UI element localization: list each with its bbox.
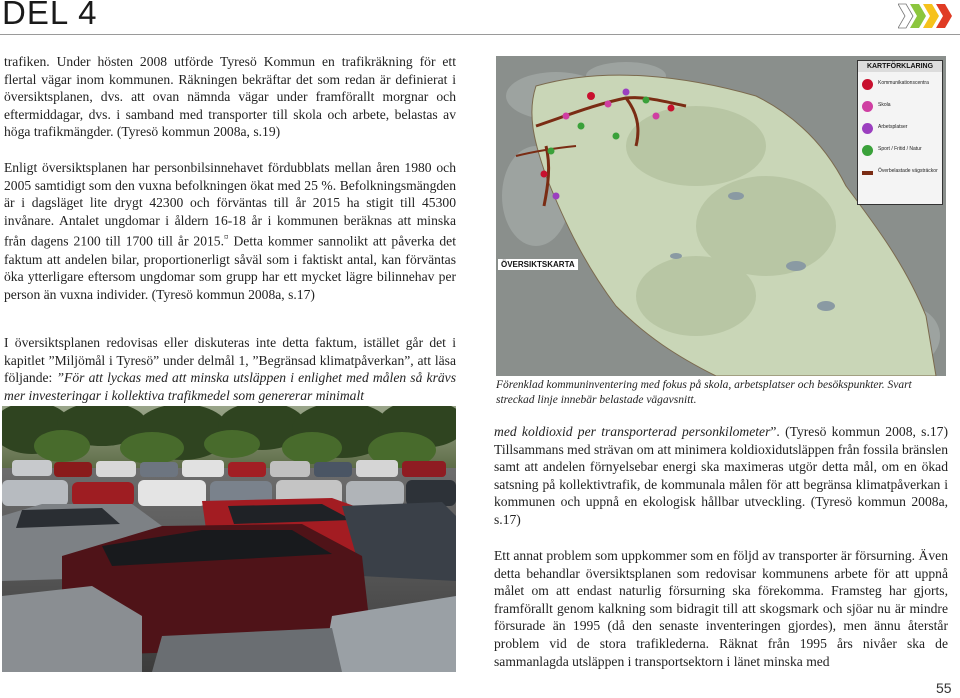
page-number: 55 <box>936 680 952 696</box>
parking-lot-illustration <box>2 406 456 672</box>
paragraph-car-ownership <box>4 159 456 303</box>
legend-swatch <box>862 79 873 90</box>
legend-label: Överbelastade vägsträckor <box>878 168 938 174</box>
legend-label: Skola <box>878 102 891 108</box>
legend-item <box>862 79 942 97</box>
legend-swatch <box>862 123 873 134</box>
parking-lot-photo <box>2 406 456 672</box>
footnote-marker: ¤ <box>224 232 229 243</box>
header-divider <box>0 34 960 35</box>
legend-swatch <box>862 171 873 175</box>
map-caption: Förenklad kommuninventering med fokus på skola, arbetsplatser och besökspunkter. Svart streckad linje innebär belastade vägavsnitt. <box>496 379 912 406</box>
legend-label: Sport / Fritid / Natur <box>878 146 922 152</box>
chapter-title: DEL 4 <box>2 0 98 31</box>
legend-item <box>862 167 942 185</box>
paragraph-car-ownership-cont: Detta kommer sannolikt att påverka det faktum att andelen bilar, proportionerligt såväl som i faktiskt antal, kan förväntas öka ytterligare eftersom ungdomar som grupp har ett mycket lägre bilinnehav per person än vuxna individer. (Tyresö kommun 2008a, s.17) <box>4 233 456 302</box>
paragraph-car-ownership-text: Enligt översiktsplanen har personbilsinnehavet fördubblats mellan åren 1980 och 2005 samtidigt som den vuxna befolkningen ökat med 25 %. Befolkningsmängden är i dagsläget lite drygt 42300 och förväntas till år 2015 ha stigit till 45300 invånare. Antalet ungdomar i åldern 16-18 år i kommunen beräknas att minska från dagens 2100 till 1700 till år 2015. <box>4 160 456 249</box>
legend-swatch <box>862 101 873 112</box>
paragraph-environment-goals-text: I översiktsplanen redovisas eller diskuteras inte detta faktum, istället går det i kapitlet ”Miljömål i Tyresö” under delmål 1, ”Begränsad klimatpåverkan”, att läsa följande: <box>4 335 456 386</box>
paragraph-traffic-count: trafiken. Under hösten 2008 utförde Tyresö Kommun en trafikräkning för ett flertal vägar inom kommunen. Räkningen bekräftar det som redan är definierat i översiktsplanen, dvs. att ovan nämnda vägar under framförallt morgnar och eftermiddagar, dvs. i samband med transporter till skola och arbete, belastas av höga trafikmängder. (Tyresö kommun 2008a, s.19) <box>4 54 456 140</box>
paragraph-co2-goals-text: ”. (Tyresö kommun 2008, s.17) Tillsammans med strävan om att minimera koldioxidutsläppen från fossila bränslen samt att andelen förnyelsebar energi ska maximeras utgör detta mål, om en ökad satsning på kollektivtrafik, de kommunala målen för att begränsa klimatpåverkan i kommunen och uppnå en ekologisk hållbar utveckling. (Tyresö kommun 2008a, s.17) <box>494 424 948 527</box>
legend-item <box>862 145 942 163</box>
legend-title: KARTFÖRKLARING <box>858 61 942 72</box>
paragraph-environment-goals-quote: ”För att lyckas med att minska utsläppen i enlighet med målen så krävs mer investeringar i kollektiva trafikmedel som genererar minimalt <box>4 370 456 403</box>
paragraph-co2-goals <box>494 423 948 529</box>
overview-map-label: ÖVERSIKTSKARTA <box>498 259 578 270</box>
paragraph-environment-goals <box>4 334 456 404</box>
legend-item <box>862 123 942 141</box>
map-legend <box>857 60 943 205</box>
legend-label: Kommunikationscentra <box>878 80 929 86</box>
page-header <box>0 0 960 36</box>
overview-map <box>496 56 946 376</box>
legend-swatch <box>862 145 873 156</box>
paragraph-co2-goals-quote: med koldioxid per transporterad personkilometer <box>494 424 771 439</box>
legend-item <box>862 101 942 119</box>
legend-label: Arbetsplatser <box>878 124 908 130</box>
chevron-logo-icon <box>898 3 952 29</box>
paragraph-acidification: Ett annat problem som uppkommer som en följd av transporter är försurning. Även detta behandlar översiktsplanen som redovisar kommunens arbete för att uppnå målet om att endast naturlig försurning ska förekomma. Framsteg har gjorts, framförallt genom kalkning som bidragit till att skogsmark och sjöar nu är mindre försurade än 1995 (då den senaste inventeringen gjordes), men ännu återstår problem vid de stora trafiklederna. Räknat från 1995 års nivåer ska de sammanlagda utsläppen i transportsektorn i länet minska med <box>494 548 948 669</box>
